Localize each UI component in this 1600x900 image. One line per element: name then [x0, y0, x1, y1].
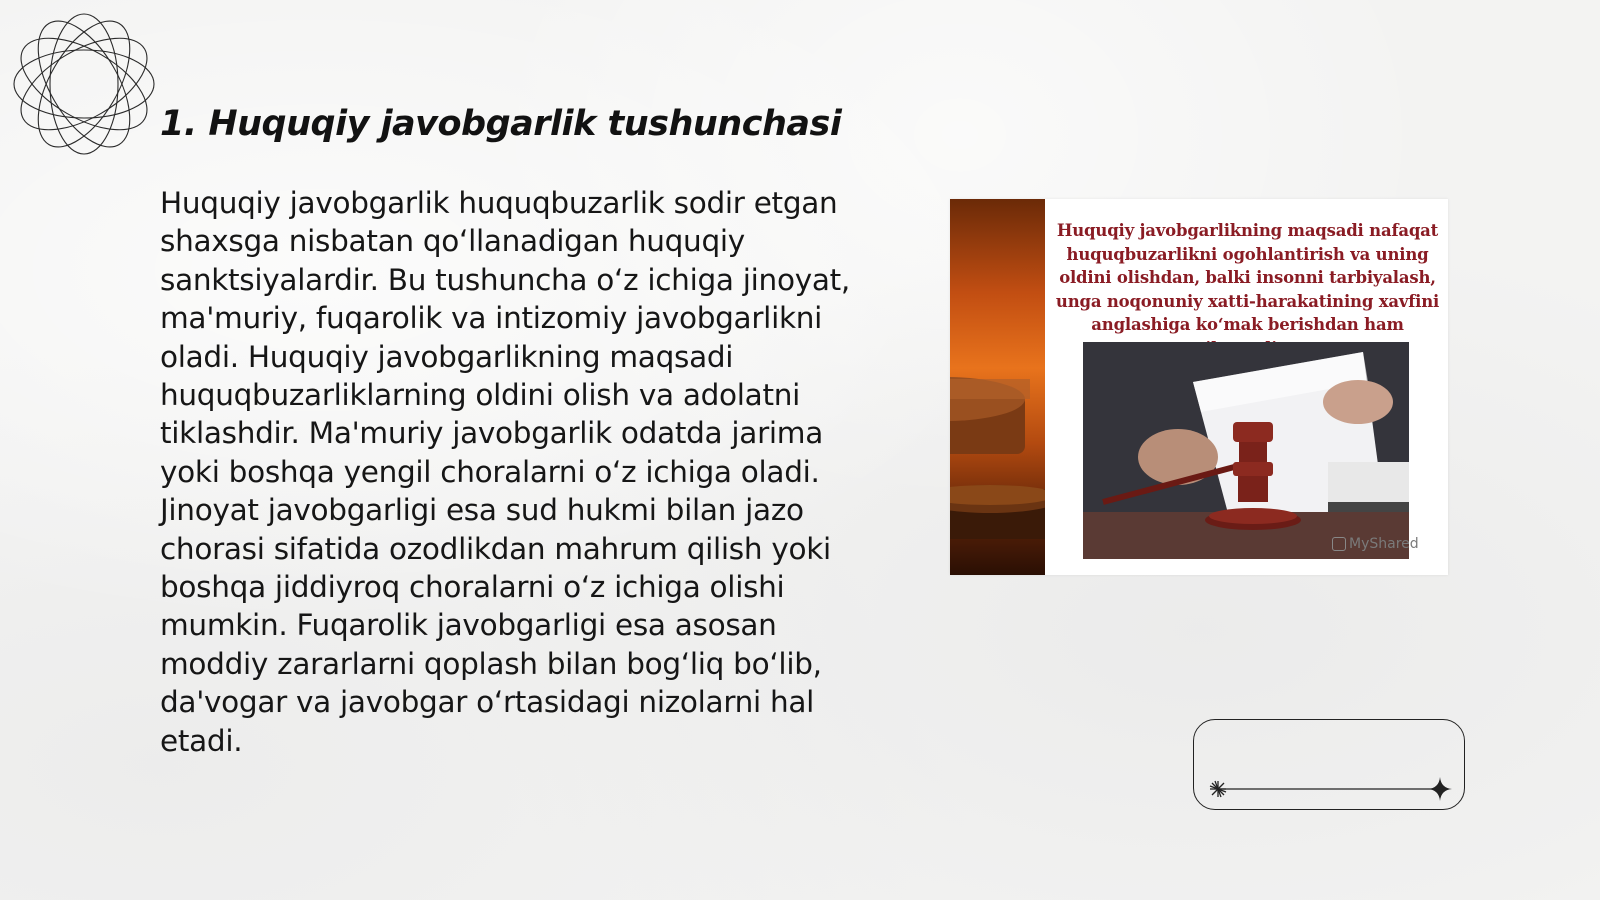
body-text: Huquqiy javobgarlik huquqbuzarlik sodir etgan shaxsga nisbatan qoʻllanadigan huquqiy sanktsiyalardir. Bu tushuncha oʻz ichiga jinoyat, ma'muriy, fuqarolik va intizomiy javobgarlikni oladi. Huquqiy javobgarlikning maqsadi huquqbuzarliklarning oldini olish va adolatni tiklashdir. Ma'muriy javobgarlik odatda jarima yoki boshqa yengil choralarni oʻz ichiga oladi. Jinoyat javobgarligi esa sud hukmi bilan jazo chorasi sifatida ozodlikdan mahrum qilish yoki boshqa jiddiyroq choralarni oʻz ichiga olishi mumkin. Fuqarolik javobgarligi esa asosan moddiy zararlarni qoplash bilan bogʻliq boʻlib, da'vogar va javobgar oʻrtasidagi nizolarni hal etadi.	[160, 186, 850, 758]
four-point-star-icon	[1428, 777, 1452, 801]
slide-title: 1. Huquqiy javobgarlik tushunchasi	[160, 104, 842, 144]
sparkle-icon	[1210, 781, 1226, 797]
gavel-figure	[950, 199, 1448, 575]
figure-caption: Huquqiy javobgarlikning maqsadi nafaqat huquqbuzarlikni ogohlantirish va uning oldini olishdan, balki insonni tarbiyalash, unga noqonuniy xatti-harakatining xavfini anglashiga koʻmak berishdan ham	[1055, 221, 1440, 334]
gavel-photo	[950, 199, 1045, 575]
watermark-text: MyShared	[1349, 536, 1419, 552]
judge-photo	[1083, 342, 1409, 559]
decorative-frame	[1193, 719, 1465, 810]
circle-orbit-icon	[10, 10, 158, 158]
myshared-icon	[1332, 537, 1346, 551]
watermark	[1332, 536, 1419, 552]
